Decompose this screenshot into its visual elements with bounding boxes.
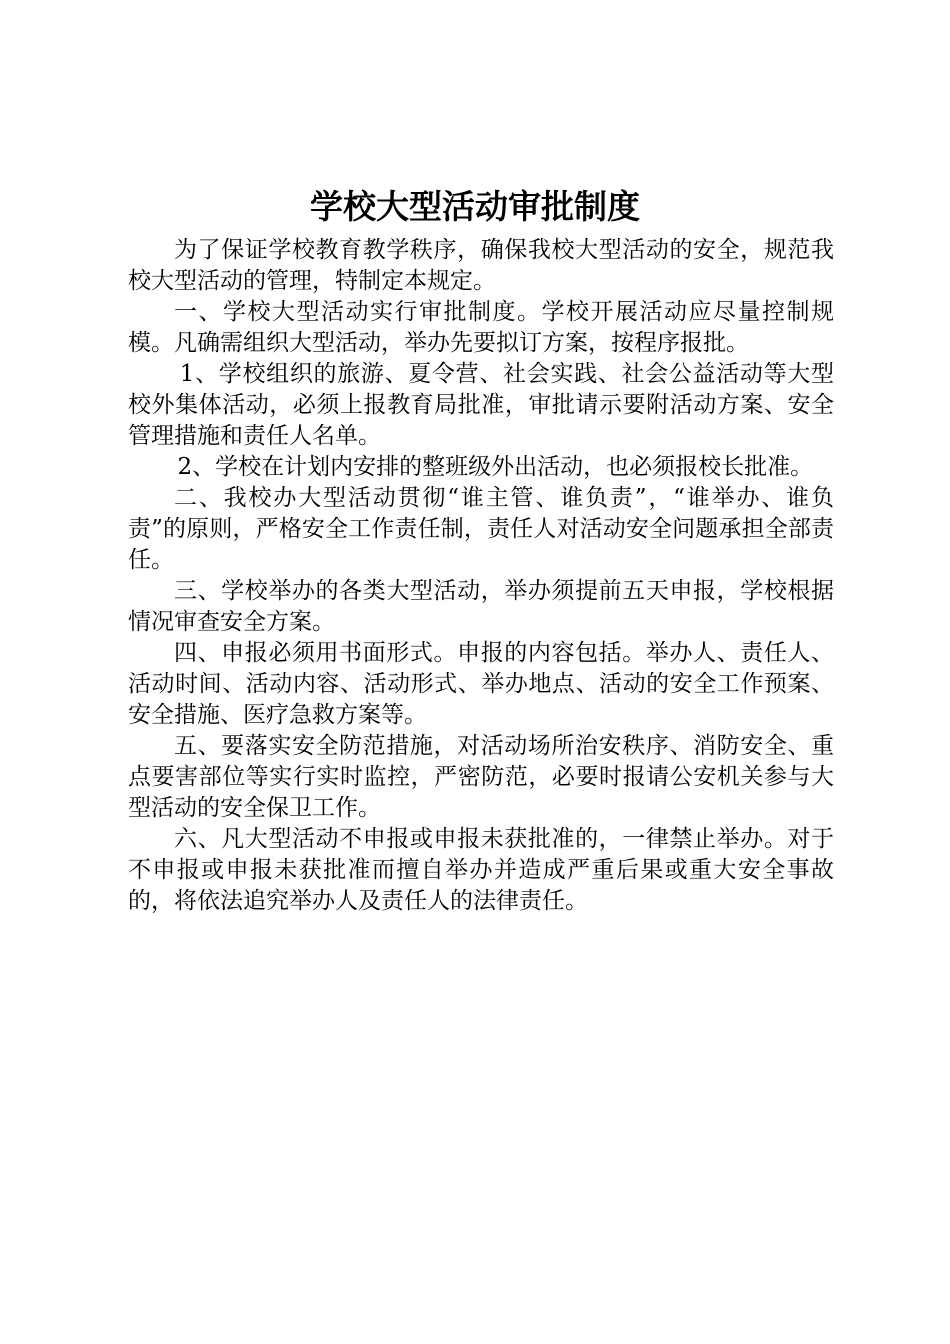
clause-2-paragraph: 二、我校办大型活动贯彻“谁主管、谁负责”，“谁举办、谁负责”的原则，严格安全工作责任制，责任人对活动安全问题承担全部责任。 — [128, 485, 834, 573]
document-body — [128, 235, 834, 917]
clause-4-paragraph: 四、申报必须用书面形式。申报的内容包括。举办人、责任人、活动时间、活动内容、活动形式、举办地点、活动的安全工作预案、安全措施、医疗急救方案等。 — [128, 640, 834, 728]
intro-paragraph: 为了保证学校教育教学秩序，确保我校大型活动的安全，规范我校大型活动的管理，特制定本规定。 — [128, 237, 834, 294]
clause-3-paragraph: 三、学校举办的各类大型活动，举办须提前五天申报，学校根据情况审查安全方案。 — [128, 578, 834, 635]
clause-1-item-1-paragraph: 1、学校组织的旅游、夏令营、社会实践、社会公益活动等大型校外集体活动，必须上报教育局批准，审批请示要附活动方案、安全管理措施和责任人名单。 — [128, 361, 834, 449]
clause-1-paragraph: 一、学校大型活动实行审批制度。学校开展活动应尽量控制规模。凡确需组织大型活动，举办先要拟订方案，按程序报批。 — [128, 299, 834, 356]
document-title: 学校大型活动审批制度 — [310, 187, 640, 226]
clause-1-item-2-paragraph: 2、学校在计划内安排的整班级外出活动，也必须报校长批准。 — [177, 454, 814, 480]
clause-6-paragraph: 六、凡大型活动不申报或申报未获批准的，一律禁止举办。对于不申报或申报未获批准而擅自举办并造成严重后果或重大安全事故的，将依法追究举办人及责任人的法律责任。 — [128, 826, 834, 914]
clause-5-paragraph: 五、要落实安全防范措施，对活动场所治安秩序、消防安全、重点要害部位等实行实时监控，严密防范，必要时报请公安机关参与大型活动的安全保卫工作。 — [128, 733, 834, 821]
